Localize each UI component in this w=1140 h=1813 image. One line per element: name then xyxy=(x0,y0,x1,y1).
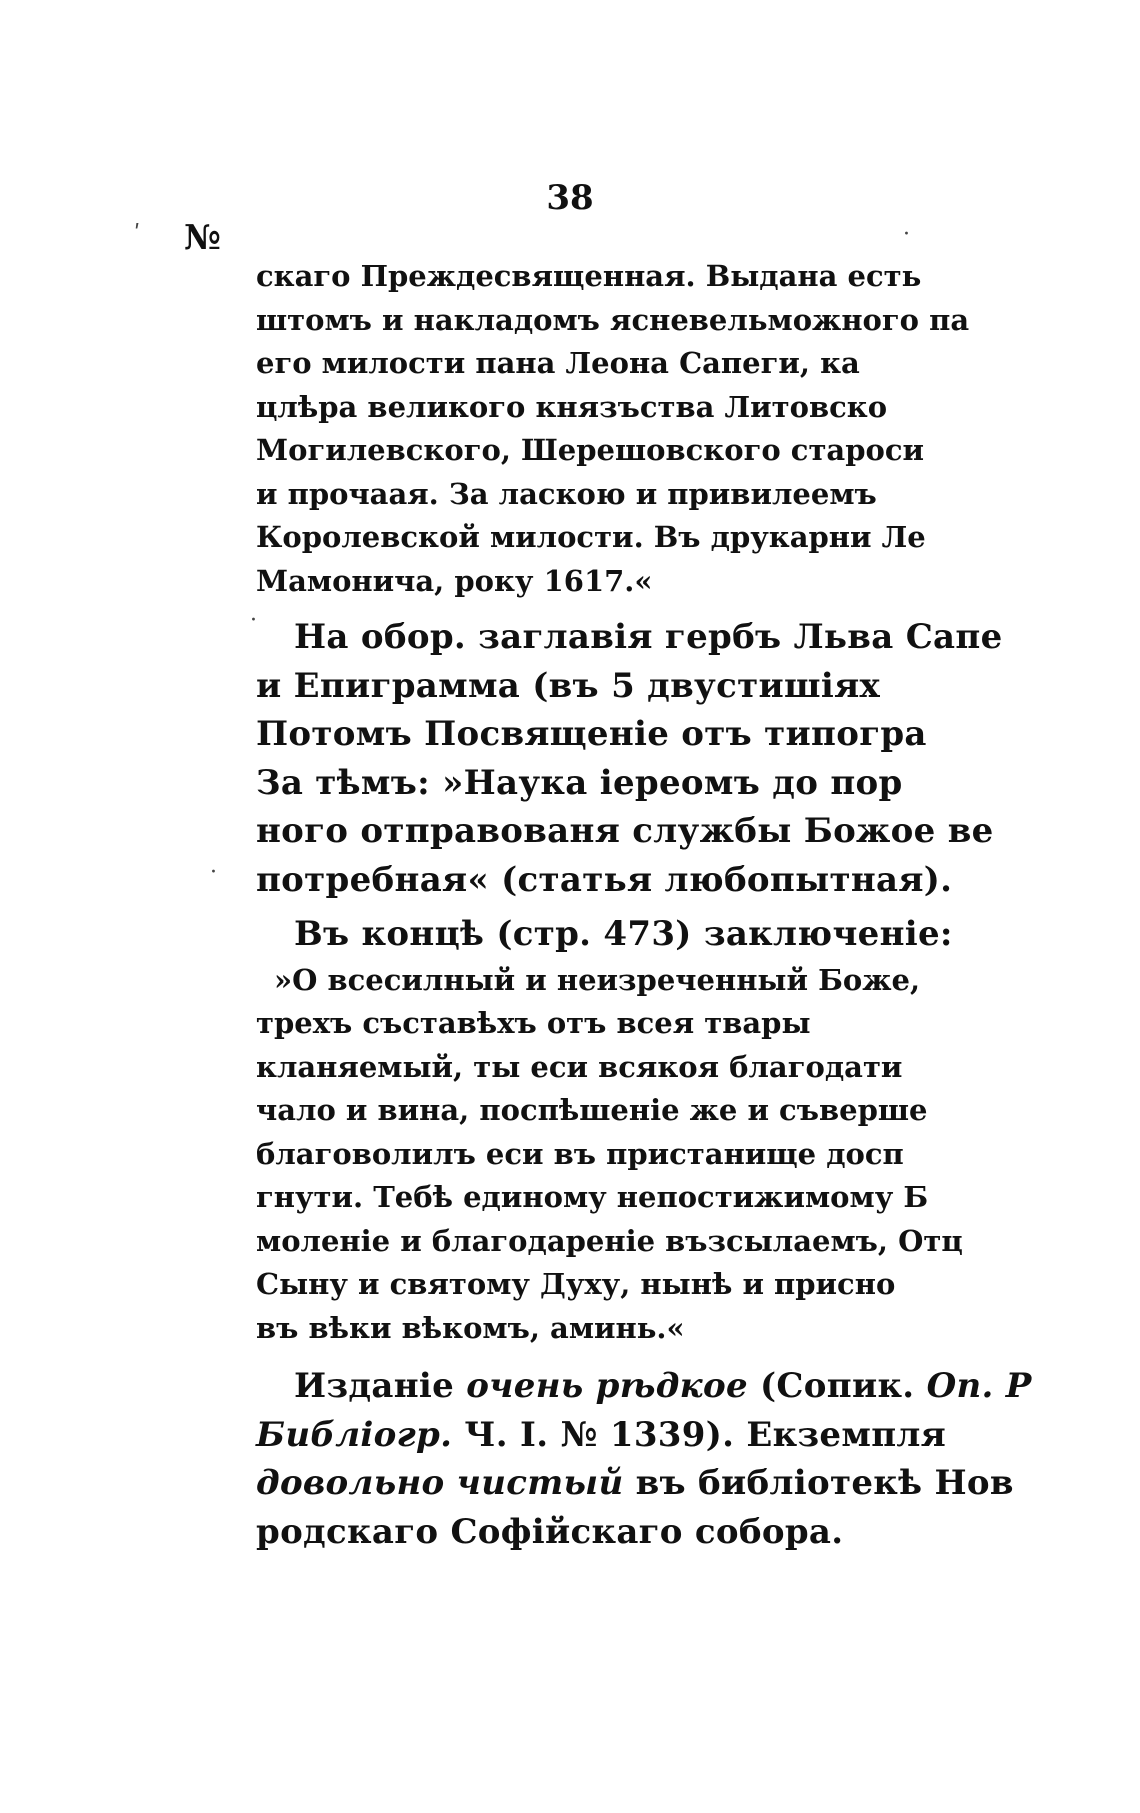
italic-fragment: Оп. Р xyxy=(926,1366,1032,1406)
text-line: чало и вина, поспѣшеніе же и съверше xyxy=(256,1093,928,1127)
italic-fragment: очень рѣдкое xyxy=(466,1366,748,1406)
text-line: Могилевского, Шерешовского староси xyxy=(256,433,924,467)
text-line xyxy=(256,1459,1014,1508)
text-line: въ вѣки вѣкомъ, аминь.« xyxy=(256,1310,685,1345)
conclusion-quote-block xyxy=(256,959,963,1351)
text-line: »О всесилный и неизреченный Боже, xyxy=(274,962,921,997)
text-line: моленіе и благодареніе възсылаемъ, Отц xyxy=(256,1223,963,1258)
text-line: кланяемый, ты еси всякоя благодати xyxy=(256,1049,903,1084)
text-line: Сыну и святому Духу, нынѣ и присно xyxy=(256,1267,896,1301)
margin-mark-dot: · xyxy=(903,222,910,247)
text-line: и прочаая. За ласкою и привилеемъ xyxy=(256,476,877,511)
text-line xyxy=(256,1362,1032,1411)
text-fragment: Ч. I. № 1339). Екземпля xyxy=(452,1414,947,1455)
page-number: 38 xyxy=(546,178,594,218)
description-paragraph xyxy=(256,613,1003,904)
text-line: трехъ съставѣхъ отъ всея твары xyxy=(256,1006,811,1040)
text-fragment: Изданіе xyxy=(294,1366,467,1406)
margin-mark-dot: · xyxy=(210,860,217,885)
text-line: потребная« (статья любопытная). xyxy=(256,859,953,900)
text-line: Потомъ Посвященіе отъ типогра xyxy=(256,714,927,754)
title-continuation-block xyxy=(256,255,970,603)
text-line: штомъ и накладомъ ясневельможного па xyxy=(256,302,970,337)
margin-mark-dot: · xyxy=(250,608,257,633)
text-line: цлѣра великого князъства Литовско xyxy=(256,389,888,424)
text-line: и Епиграмма (въ 5 двустишіях xyxy=(256,665,881,706)
text-line: Королевской милости. Въ друкарни Ле xyxy=(256,520,926,554)
text-line: родскаго Софійскаго собора. xyxy=(256,1511,844,1552)
text-fragment: (Сопик. xyxy=(747,1366,927,1406)
conclusion-heading-block xyxy=(256,910,953,959)
text-fragment: въ библіотекѣ Нов xyxy=(623,1463,1014,1503)
edition-note-paragraph xyxy=(256,1362,1032,1556)
text-column xyxy=(256,255,1032,1555)
number-sign-mark: № xyxy=(184,218,221,258)
conclusion-heading: Въ концѣ (стр. 473) заключеніе: xyxy=(294,914,953,954)
text-line: Мамонича, року 1617.« xyxy=(256,563,653,598)
text-line: благоволилъ еси въ пристанище досп xyxy=(256,1136,904,1171)
text-line: За тѣмъ: »Наука іереомъ до пор xyxy=(256,762,903,803)
text-line: гнути. Тебѣ единому непостижимому Б xyxy=(256,1180,929,1214)
text-line xyxy=(256,1411,947,1460)
margin-mark-tick: ʹ xyxy=(134,222,141,247)
text-line: ного отправованя службы Божое ве xyxy=(256,811,994,851)
text-line: На обор. заглавія гербъ Льва Сапе xyxy=(294,617,1003,657)
text-line: его милости пана Леона Сапеги, ка xyxy=(256,346,860,380)
text-line: скаго Преждесвященная. Выдана есть xyxy=(256,259,922,293)
italic-fragment: довольно чистый xyxy=(256,1463,624,1503)
italic-fragment: Библіогр. xyxy=(256,1414,453,1455)
